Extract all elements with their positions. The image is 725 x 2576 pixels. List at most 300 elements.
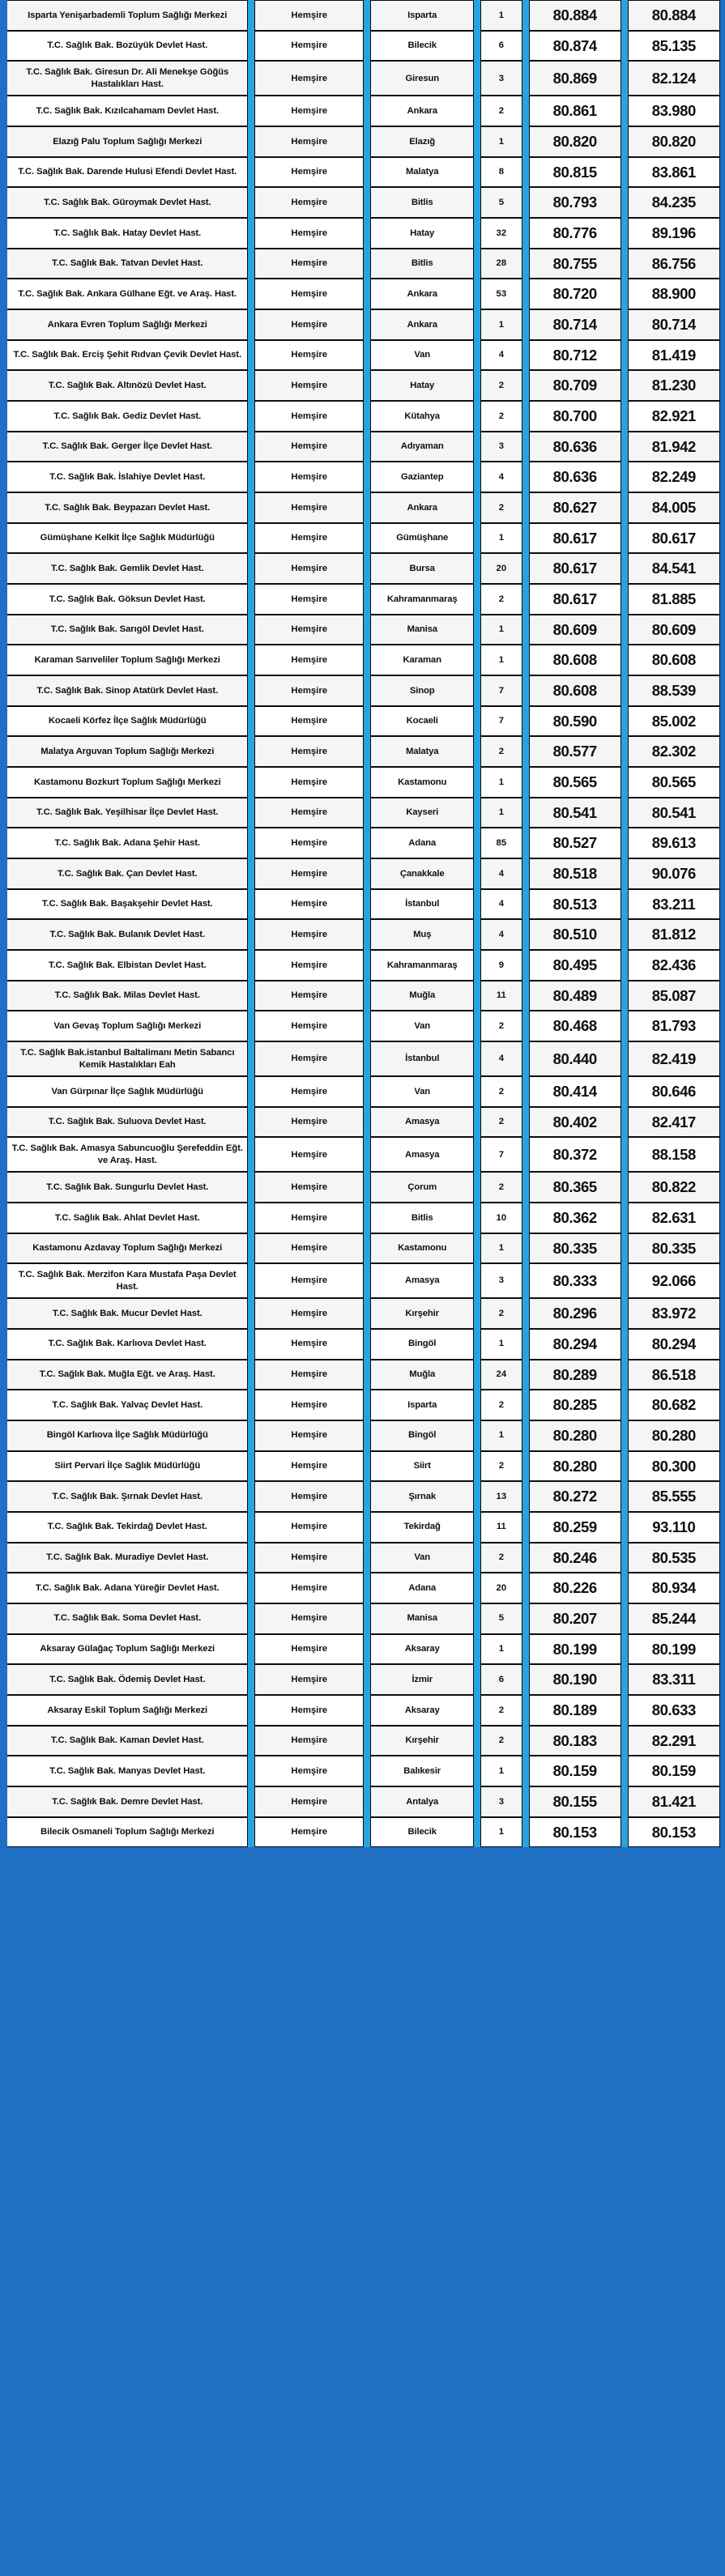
table-row bbox=[7, 492, 720, 523]
cell-province: Ankara bbox=[370, 96, 474, 126]
cell-min-score: 80.365 bbox=[529, 1172, 621, 1203]
cell-count: 1 bbox=[480, 615, 522, 645]
cell-province: Antalya bbox=[370, 1786, 474, 1817]
cell-max-score: 80.820 bbox=[628, 126, 720, 157]
cell-min-score: 80.190 bbox=[529, 1664, 621, 1695]
column-separator bbox=[248, 675, 254, 706]
cell-count: 7 bbox=[480, 706, 522, 737]
column-separator bbox=[248, 1695, 254, 1726]
table-row bbox=[7, 919, 720, 950]
cell-province: Kırşehir bbox=[370, 1726, 474, 1756]
column-separator bbox=[621, 1817, 628, 1848]
column-separator bbox=[522, 61, 529, 96]
column-separator bbox=[474, 584, 480, 615]
cell-min-score: 80.440 bbox=[529, 1041, 621, 1076]
cell-title: Hemşire bbox=[254, 309, 365, 340]
cell-title: Hemşire bbox=[254, 218, 365, 249]
column-separator bbox=[522, 1041, 529, 1076]
column-separator bbox=[364, 523, 369, 554]
cell-institution: T.C. Sağlık Bak. Güroymak Devlet Hast. bbox=[7, 187, 248, 218]
cell-count: 5 bbox=[480, 1603, 522, 1634]
table-row bbox=[7, 1634, 720, 1665]
column-separator bbox=[621, 1481, 628, 1512]
column-separator bbox=[474, 1756, 480, 1786]
cell-institution: T.C. Sağlık Bak. Suluova Devlet Hast. bbox=[7, 1107, 248, 1138]
column-separator bbox=[364, 187, 369, 218]
cell-title: Hemşire bbox=[254, 615, 365, 645]
column-separator bbox=[364, 584, 369, 615]
cell-min-score: 80.189 bbox=[529, 1695, 621, 1726]
cell-count: 1 bbox=[480, 126, 522, 157]
cell-institution: T.C. Sağlık Bak. Elbistan Devlet Hast. bbox=[7, 950, 248, 981]
column-separator bbox=[522, 1390, 529, 1420]
table-row bbox=[7, 1107, 720, 1138]
table-row bbox=[7, 736, 720, 767]
cell-count: 1 bbox=[480, 1420, 522, 1451]
column-separator bbox=[364, 1634, 369, 1665]
table-row bbox=[7, 157, 720, 188]
cell-count: 11 bbox=[480, 1512, 522, 1543]
cell-province: Çorum bbox=[370, 1172, 474, 1203]
cell-title: Hemşire bbox=[254, 96, 365, 126]
column-separator bbox=[522, 981, 529, 1011]
table-row bbox=[7, 432, 720, 462]
column-separator bbox=[621, 615, 628, 645]
table-row bbox=[7, 1172, 720, 1203]
column-separator bbox=[621, 340, 628, 371]
column-separator bbox=[522, 370, 529, 401]
column-separator bbox=[621, 706, 628, 737]
column-separator bbox=[248, 1512, 254, 1543]
cell-count: 2 bbox=[480, 1543, 522, 1573]
cell-min-score: 80.541 bbox=[529, 798, 621, 828]
column-separator bbox=[474, 61, 480, 96]
column-separator bbox=[248, 157, 254, 188]
cell-count: 32 bbox=[480, 218, 522, 249]
column-separator bbox=[621, 1695, 628, 1726]
cell-count: 4 bbox=[480, 858, 522, 889]
column-separator bbox=[474, 919, 480, 950]
cell-max-score: 85.244 bbox=[628, 1603, 720, 1634]
column-separator bbox=[522, 1543, 529, 1573]
column-separator bbox=[522, 1603, 529, 1634]
cell-title: Hemşire bbox=[254, 798, 365, 828]
cell-title: Hemşire bbox=[254, 981, 365, 1011]
cell-max-score: 92.066 bbox=[628, 1263, 720, 1298]
table-row bbox=[7, 889, 720, 920]
column-separator bbox=[522, 1172, 529, 1203]
column-separator bbox=[364, 1603, 369, 1634]
cell-min-score: 80.874 bbox=[529, 31, 621, 62]
cell-province: Hatay bbox=[370, 218, 474, 249]
cell-title: Hemşire bbox=[254, 340, 365, 371]
cell-institution: Malatya Arguvan Toplum Sağlığı Merkezi bbox=[7, 736, 248, 767]
cell-count: 10 bbox=[480, 1203, 522, 1233]
table-row bbox=[7, 218, 720, 249]
column-separator bbox=[474, 1481, 480, 1512]
cell-title: Hemşire bbox=[254, 1360, 365, 1390]
cell-max-score: 82.124 bbox=[628, 61, 720, 96]
cell-max-score: 84.235 bbox=[628, 187, 720, 218]
column-separator bbox=[621, 1634, 628, 1665]
column-separator bbox=[248, 1041, 254, 1076]
column-separator bbox=[248, 1263, 254, 1298]
table-row bbox=[7, 1786, 720, 1817]
cell-count: 1 bbox=[480, 523, 522, 554]
column-separator bbox=[474, 767, 480, 798]
cell-title: Hemşire bbox=[254, 1390, 365, 1420]
column-separator bbox=[621, 61, 628, 96]
cell-count: 2 bbox=[480, 1726, 522, 1756]
table-row bbox=[7, 340, 720, 371]
cell-institution: Kastamonu Bozkurt Toplum Sağlığı Merkezi bbox=[7, 767, 248, 798]
column-separator bbox=[474, 1451, 480, 1482]
cell-min-score: 80.617 bbox=[529, 553, 621, 584]
cell-province: Sinop bbox=[370, 675, 474, 706]
column-separator bbox=[621, 309, 628, 340]
table-row bbox=[7, 279, 720, 309]
column-separator bbox=[248, 798, 254, 828]
column-separator bbox=[364, 706, 369, 737]
column-separator bbox=[364, 1360, 369, 1390]
table-row bbox=[7, 645, 720, 675]
column-separator bbox=[621, 1329, 628, 1360]
cell-min-score: 80.183 bbox=[529, 1726, 621, 1756]
column-separator bbox=[522, 157, 529, 188]
table-row bbox=[7, 950, 720, 981]
column-separator bbox=[474, 187, 480, 218]
cell-max-score: 93.110 bbox=[628, 1512, 720, 1543]
cell-count: 85 bbox=[480, 828, 522, 858]
cell-max-score: 80.335 bbox=[628, 1233, 720, 1264]
column-separator bbox=[621, 675, 628, 706]
cell-title: Hemşire bbox=[254, 950, 365, 981]
cell-title: Hemşire bbox=[254, 675, 365, 706]
cell-institution: T.C. Sağlık Bak. Şırnak Devlet Hast. bbox=[7, 1481, 248, 1512]
cell-title: Hemşire bbox=[254, 279, 365, 309]
cell-title: Hemşire bbox=[254, 1420, 365, 1451]
cell-count: 53 bbox=[480, 279, 522, 309]
cell-min-score: 80.372 bbox=[529, 1137, 621, 1172]
cell-max-score: 84.541 bbox=[628, 553, 720, 584]
column-separator bbox=[364, 919, 369, 950]
column-separator bbox=[474, 1390, 480, 1420]
cell-count: 4 bbox=[480, 1041, 522, 1076]
cell-count: 6 bbox=[480, 1664, 522, 1695]
cell-count: 6 bbox=[480, 31, 522, 62]
column-separator bbox=[474, 1573, 480, 1603]
cell-count: 1 bbox=[480, 0, 522, 31]
column-separator bbox=[364, 462, 369, 492]
cell-province: Bingöl bbox=[370, 1329, 474, 1360]
cell-province: Muğla bbox=[370, 981, 474, 1011]
cell-title: Hemşire bbox=[254, 645, 365, 675]
column-separator bbox=[364, 798, 369, 828]
cell-title: Hemşire bbox=[254, 767, 365, 798]
table-row bbox=[7, 1329, 720, 1360]
column-separator bbox=[522, 218, 529, 249]
cell-min-score: 80.285 bbox=[529, 1390, 621, 1420]
cell-institution: T.C. Sağlık Bak. Mucur Devlet Hast. bbox=[7, 1298, 248, 1329]
column-separator bbox=[621, 1451, 628, 1482]
table-row bbox=[7, 1011, 720, 1041]
table-row bbox=[7, 1041, 720, 1076]
table-row bbox=[7, 1137, 720, 1172]
column-separator bbox=[248, 1786, 254, 1817]
column-separator bbox=[364, 950, 369, 981]
cell-province: Aksaray bbox=[370, 1695, 474, 1726]
cell-max-score: 80.633 bbox=[628, 1695, 720, 1726]
cell-count: 2 bbox=[480, 370, 522, 401]
table-row bbox=[7, 1420, 720, 1451]
column-separator bbox=[248, 401, 254, 432]
cell-title: Hemşire bbox=[254, 1172, 365, 1203]
cell-min-score: 80.518 bbox=[529, 858, 621, 889]
column-separator bbox=[474, 401, 480, 432]
cell-max-score: 80.565 bbox=[628, 767, 720, 798]
column-separator bbox=[522, 1664, 529, 1695]
cell-institution: T.C. Sağlık Bak.istanbul Baltalimanı Metin Sabancı Kemik Hastalıkları Eah bbox=[7, 1041, 248, 1076]
cell-province: Bursa bbox=[370, 553, 474, 584]
cell-province: Isparta bbox=[370, 0, 474, 31]
column-separator bbox=[621, 1726, 628, 1756]
cell-province: Kahramanmaraş bbox=[370, 584, 474, 615]
cell-province: Adana bbox=[370, 828, 474, 858]
column-separator bbox=[364, 858, 369, 889]
column-separator bbox=[248, 889, 254, 920]
column-separator bbox=[248, 767, 254, 798]
cell-institution: T.C. Sağlık Bak. Altınözü Devlet Hast. bbox=[7, 370, 248, 401]
column-separator bbox=[621, 736, 628, 767]
column-separator bbox=[474, 1203, 480, 1233]
table-row bbox=[7, 615, 720, 645]
column-separator bbox=[248, 1726, 254, 1756]
table-row bbox=[7, 0, 720, 31]
table-row bbox=[7, 1076, 720, 1107]
column-separator bbox=[248, 828, 254, 858]
cell-institution: T.C. Sağlık Bak. Sarıgöl Devlet Hast. bbox=[7, 615, 248, 645]
column-separator bbox=[364, 0, 369, 31]
cell-min-score: 80.820 bbox=[529, 126, 621, 157]
column-separator bbox=[522, 1298, 529, 1329]
column-separator bbox=[522, 675, 529, 706]
cell-institution: T.C. Sağlık Bak. Bozüyük Devlet Hast. bbox=[7, 31, 248, 62]
cell-province: Muş bbox=[370, 919, 474, 950]
cell-institution: T.C. Sağlık Bak. Darende Hulusi Efendi Devlet Hast. bbox=[7, 157, 248, 188]
column-separator bbox=[621, 126, 628, 157]
column-separator bbox=[621, 1603, 628, 1634]
column-separator bbox=[364, 432, 369, 462]
column-separator bbox=[522, 1360, 529, 1390]
column-separator bbox=[248, 61, 254, 96]
column-separator bbox=[474, 432, 480, 462]
column-separator bbox=[474, 1603, 480, 1634]
cell-institution: T.C. Sağlık Bak. İslahiye Devlet Hast. bbox=[7, 462, 248, 492]
table-row bbox=[7, 249, 720, 279]
table-row bbox=[7, 1360, 720, 1390]
cell-min-score: 80.272 bbox=[529, 1481, 621, 1512]
cell-count: 2 bbox=[480, 401, 522, 432]
column-separator bbox=[522, 767, 529, 798]
column-separator bbox=[474, 1263, 480, 1298]
cell-province: İzmir bbox=[370, 1664, 474, 1695]
column-separator bbox=[248, 96, 254, 126]
cell-min-score: 80.296 bbox=[529, 1298, 621, 1329]
cell-title: Hemşire bbox=[254, 1817, 365, 1848]
column-separator bbox=[248, 1390, 254, 1420]
column-separator bbox=[621, 1233, 628, 1264]
cell-institution: T.C. Sağlık Bak. Ödemiş Devlet Hast. bbox=[7, 1664, 248, 1695]
column-separator bbox=[522, 736, 529, 767]
cell-count: 28 bbox=[480, 249, 522, 279]
cell-institution: Kocaeli Körfez İlçe Sağlık Müdürlüğü bbox=[7, 706, 248, 737]
column-separator bbox=[364, 1107, 369, 1138]
column-separator bbox=[522, 492, 529, 523]
column-separator bbox=[248, 279, 254, 309]
cell-title: Hemşire bbox=[254, 157, 365, 188]
cell-province: Ankara bbox=[370, 279, 474, 309]
column-separator bbox=[522, 523, 529, 554]
column-separator bbox=[522, 1137, 529, 1172]
column-separator bbox=[522, 1203, 529, 1233]
cell-title: Hemşire bbox=[254, 1107, 365, 1138]
cell-title: Hemşire bbox=[254, 1573, 365, 1603]
cell-institution: Karaman Sarıveliler Toplum Sağlığı Merkezi bbox=[7, 645, 248, 675]
table-row bbox=[7, 1664, 720, 1695]
cell-max-score: 82.436 bbox=[628, 950, 720, 981]
cell-institution: T.C. Sağlık Bak. Çan Devlet Hast. bbox=[7, 858, 248, 889]
column-separator bbox=[248, 1817, 254, 1848]
column-separator bbox=[621, 767, 628, 798]
cell-province: Kayseri bbox=[370, 798, 474, 828]
cell-min-score: 80.280 bbox=[529, 1420, 621, 1451]
column-separator bbox=[621, 157, 628, 188]
cell-min-score: 80.793 bbox=[529, 187, 621, 218]
cell-min-score: 80.869 bbox=[529, 61, 621, 96]
cell-max-score: 80.535 bbox=[628, 1543, 720, 1573]
cell-count: 3 bbox=[480, 1786, 522, 1817]
column-separator bbox=[621, 858, 628, 889]
table-row bbox=[7, 1203, 720, 1233]
cell-count: 3 bbox=[480, 61, 522, 96]
column-separator bbox=[248, 1203, 254, 1233]
column-separator bbox=[364, 1137, 369, 1172]
cell-min-score: 80.294 bbox=[529, 1329, 621, 1360]
cell-title: Hemşire bbox=[254, 584, 365, 615]
cell-title: Hemşire bbox=[254, 919, 365, 950]
cell-max-score: 80.294 bbox=[628, 1329, 720, 1360]
column-separator bbox=[364, 675, 369, 706]
column-separator bbox=[621, 523, 628, 554]
column-separator bbox=[364, 1573, 369, 1603]
column-separator bbox=[474, 1543, 480, 1573]
cell-max-score: 80.280 bbox=[628, 1420, 720, 1451]
cell-institution: Bingöl Karlıova İlçe Sağlık Müdürlüğü bbox=[7, 1420, 248, 1451]
column-separator bbox=[474, 1041, 480, 1076]
cell-max-score: 81.421 bbox=[628, 1786, 720, 1817]
column-separator bbox=[364, 370, 369, 401]
cell-min-score: 80.335 bbox=[529, 1233, 621, 1264]
cell-count: 2 bbox=[480, 1390, 522, 1420]
column-separator bbox=[474, 1360, 480, 1390]
column-separator bbox=[474, 798, 480, 828]
column-separator bbox=[248, 981, 254, 1011]
column-separator bbox=[474, 1076, 480, 1107]
cell-title: Hemşire bbox=[254, 1786, 365, 1817]
cell-institution: T.C. Sağlık Bak. Erciş Şehit Rıdvan Çevik Devlet Hast. bbox=[7, 340, 248, 371]
cell-province: Malatya bbox=[370, 157, 474, 188]
table-row bbox=[7, 1726, 720, 1756]
column-separator bbox=[248, 553, 254, 584]
cell-title: Hemşire bbox=[254, 523, 365, 554]
column-separator bbox=[248, 432, 254, 462]
column-separator bbox=[522, 126, 529, 157]
cell-title: Hemşire bbox=[254, 889, 365, 920]
table-row bbox=[7, 1390, 720, 1420]
cell-min-score: 80.815 bbox=[529, 157, 621, 188]
cell-min-score: 80.590 bbox=[529, 706, 621, 737]
column-separator bbox=[248, 1137, 254, 1172]
column-separator bbox=[522, 0, 529, 31]
cell-count: 4 bbox=[480, 919, 522, 950]
column-separator bbox=[621, 1786, 628, 1817]
cell-max-score: 82.302 bbox=[628, 736, 720, 767]
column-separator bbox=[621, 432, 628, 462]
column-separator bbox=[248, 858, 254, 889]
column-separator bbox=[474, 523, 480, 554]
column-separator bbox=[522, 1695, 529, 1726]
cell-title: Hemşire bbox=[254, 828, 365, 858]
cell-title: Hemşire bbox=[254, 1664, 365, 1695]
column-separator bbox=[474, 249, 480, 279]
column-separator bbox=[621, 1664, 628, 1695]
column-separator bbox=[522, 401, 529, 432]
column-separator bbox=[522, 96, 529, 126]
cell-count: 1 bbox=[480, 1634, 522, 1665]
column-separator bbox=[364, 340, 369, 371]
cell-institution: Isparta Yenişarbademli Toplum Sağlığı Merkezi bbox=[7, 0, 248, 31]
column-separator bbox=[522, 309, 529, 340]
cell-count: 4 bbox=[480, 340, 522, 371]
cell-min-score: 80.468 bbox=[529, 1011, 621, 1041]
cell-institution: T.C. Sağlık Bak. Muradiye Devlet Hast. bbox=[7, 1543, 248, 1573]
column-separator bbox=[621, 1420, 628, 1451]
cell-title: Hemşire bbox=[254, 736, 365, 767]
cell-province: Siirt bbox=[370, 1451, 474, 1482]
column-separator bbox=[248, 462, 254, 492]
column-separator bbox=[474, 1137, 480, 1172]
column-separator bbox=[248, 1634, 254, 1665]
column-separator bbox=[621, 1137, 628, 1172]
table-row bbox=[7, 1543, 720, 1573]
cell-province: Amasya bbox=[370, 1107, 474, 1138]
cell-title: Hemşire bbox=[254, 1298, 365, 1329]
cell-province: Amasya bbox=[370, 1263, 474, 1298]
cell-title: Hemşire bbox=[254, 249, 365, 279]
cell-count: 2 bbox=[480, 1172, 522, 1203]
column-separator bbox=[621, 1573, 628, 1603]
column-separator bbox=[474, 1786, 480, 1817]
cell-institution: T.C. Sağlık Bak. Ahlat Devlet Hast. bbox=[7, 1203, 248, 1233]
column-separator bbox=[621, 1041, 628, 1076]
table-row bbox=[7, 96, 720, 126]
column-separator bbox=[522, 1573, 529, 1603]
cell-min-score: 80.608 bbox=[529, 645, 621, 675]
column-separator bbox=[364, 157, 369, 188]
cell-institution: T.C. Sağlık Bak. Adana Şehir Hast. bbox=[7, 828, 248, 858]
column-separator bbox=[364, 1664, 369, 1695]
cell-province: Tekirdağ bbox=[370, 1512, 474, 1543]
